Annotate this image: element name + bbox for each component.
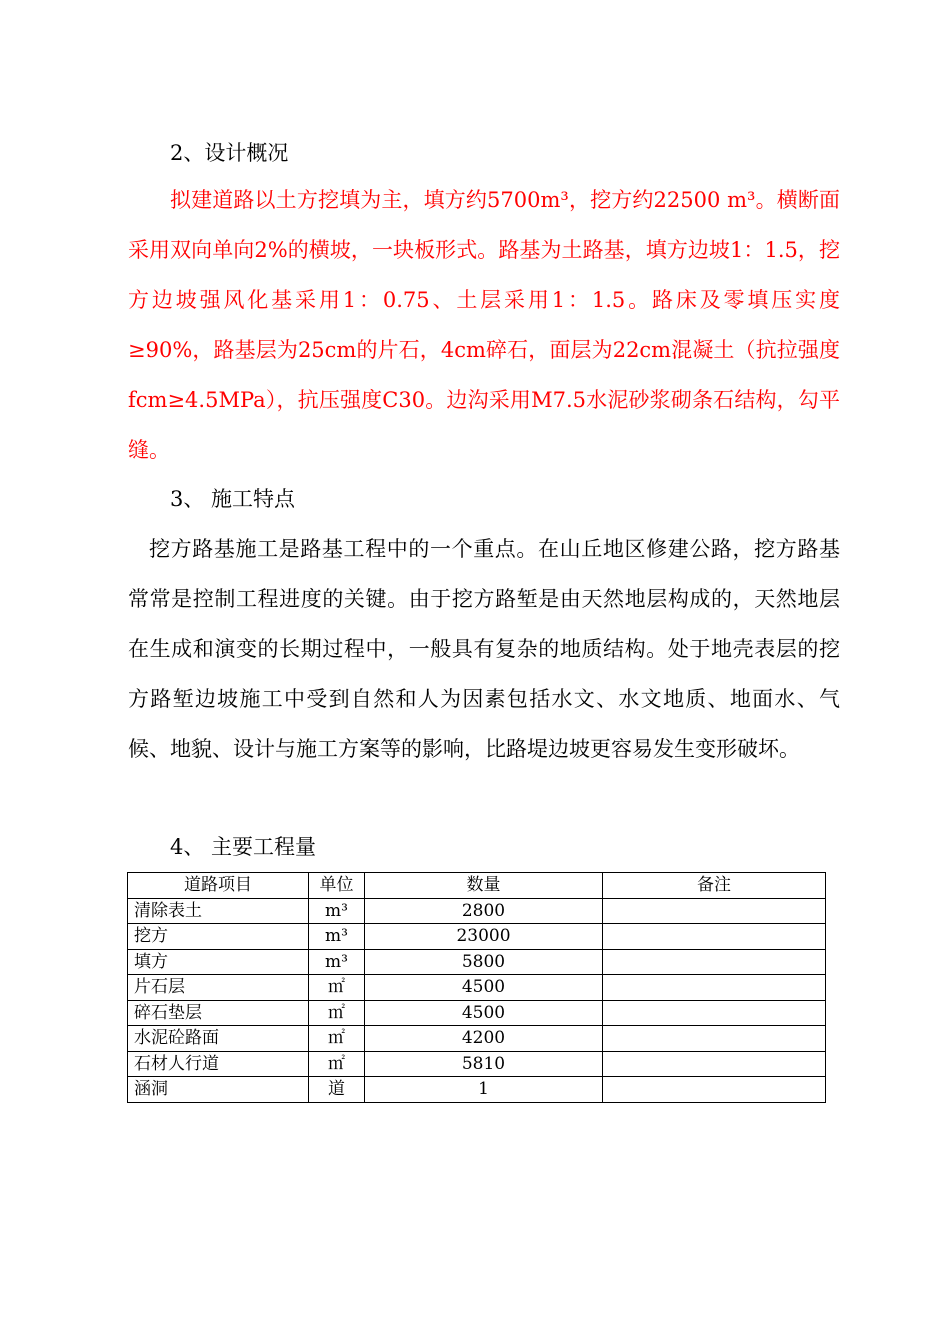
cell-quantity: 4200	[365, 1026, 603, 1052]
cell-item: 涵洞	[128, 1077, 309, 1103]
quantities-table	[127, 872, 826, 1103]
table-row	[128, 975, 826, 1001]
table-row	[128, 898, 826, 924]
cell-item: 碎石垫层	[128, 1000, 309, 1026]
table-row	[128, 1077, 826, 1103]
cell-item: 片石层	[128, 975, 309, 1001]
section-heading-construction-features: 3、 施工特点	[170, 487, 296, 511]
cell-unit: m³	[309, 898, 365, 924]
cell-unit: ㎡	[309, 1026, 365, 1052]
cell-item: 水泥砼路面	[128, 1026, 309, 1052]
cell-item: 石材人行道	[128, 1051, 309, 1077]
cell-quantity: 1	[365, 1077, 603, 1103]
table-row	[128, 924, 826, 950]
design-overview-paragraph: 拟建道路以土方挖填为主，填方约5700m³，挖方约22500 m³。横断面采用双向单向2%的横坡，一块板形式。路基为土路基，填方边坡1：1.5，挖方边坡强风化基采用1：0.75、土层采用1：1.5。路床及零填压实度≥90%，路基层为25cm的片石，4cm碎石，面层为22cm混凝土（抗拉强度fcm≥4.5MPa），抗压强度C30。边沟采用M7.5水泥砂浆砌条石结构，勾平缝。	[128, 188, 840, 462]
cell-note	[603, 1000, 826, 1026]
cell-quantity: 5810	[365, 1051, 603, 1077]
column-header-unit: 单位	[309, 873, 365, 899]
section-heading-main-quantities: 4、 主要工程量	[170, 835, 317, 859]
construction-features-paragraph: 挖方路基施工是路基工程中的一个重点。在山丘地区修建公路，挖方路基常常是控制工程进度的关键。由于挖方路堑是由天然地层构成的，天然地层在生成和演变的长期过程中，一般具有复杂的地质结构。处于地壳表层的挖方路堑边坡施工中受到自然和人为因素包括水文、水文地质、地面水、气候、地貌、设计与施工方案等的影响，比路堤边坡更容易发生变形破坏。	[128, 537, 840, 761]
cell-unit: m³	[309, 924, 365, 950]
cell-item: 填方	[128, 949, 309, 975]
cell-note	[603, 898, 826, 924]
cell-unit: ㎡	[309, 1051, 365, 1077]
cell-note	[603, 1051, 826, 1077]
cell-quantity: 4500	[365, 975, 603, 1001]
table-row	[128, 1026, 826, 1052]
cell-quantity: 5800	[365, 949, 603, 975]
cell-item: 清除表土	[128, 898, 309, 924]
table-header-row	[128, 873, 826, 899]
table-row	[128, 1051, 826, 1077]
cell-item: 挖方	[128, 924, 309, 950]
cell-note	[603, 949, 826, 975]
cell-unit: ㎡	[309, 1000, 365, 1026]
cell-unit: 道	[309, 1077, 365, 1103]
cell-unit: ㎡	[309, 975, 365, 1001]
column-header-item: 道路项目	[128, 873, 309, 899]
cell-note	[603, 1077, 826, 1103]
cell-quantity: 4500	[365, 1000, 603, 1026]
cell-quantity: 23000	[365, 924, 603, 950]
column-header-quantity: 数量	[365, 873, 603, 899]
table-row	[128, 1000, 826, 1026]
cell-unit: m³	[309, 949, 365, 975]
column-header-note: 备注	[603, 873, 826, 899]
table-row	[128, 949, 826, 975]
cell-note	[603, 975, 826, 1001]
section-heading-design-overview: 2、设计概况	[170, 141, 289, 165]
cell-note	[603, 1026, 826, 1052]
cell-note	[603, 924, 826, 950]
cell-quantity: 2800	[365, 898, 603, 924]
